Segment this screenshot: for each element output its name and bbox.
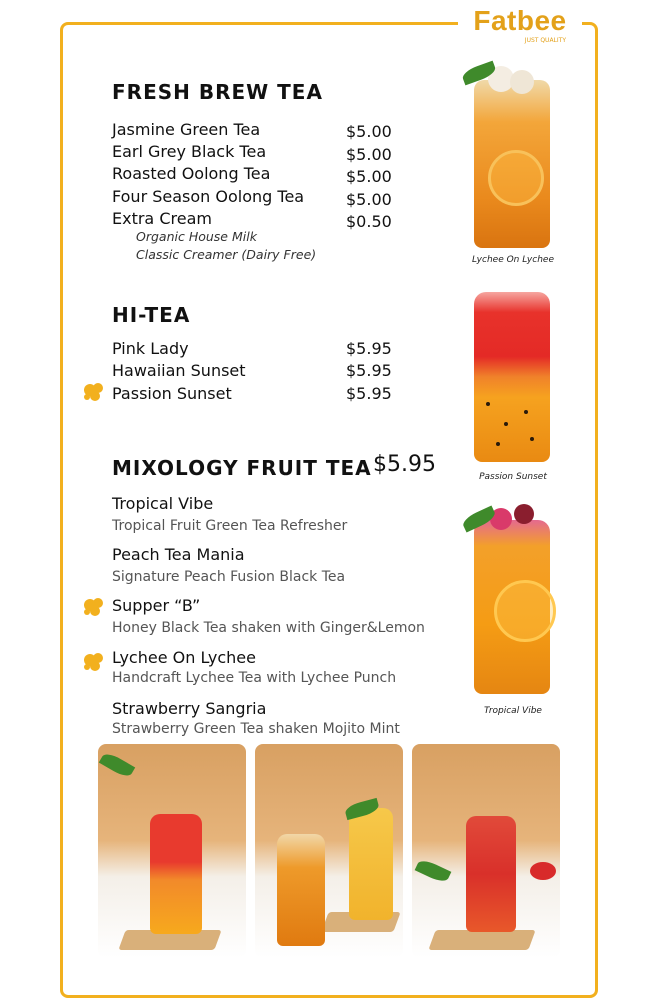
brand-logo bbox=[458, 6, 582, 50]
cream-option: Organic House Milk bbox=[136, 229, 257, 244]
menu-item-price: $5.95 bbox=[346, 339, 392, 358]
menu-item-name: Roasted Oolong Tea bbox=[112, 164, 271, 183]
menu-item-name: Tropical Vibe bbox=[112, 494, 214, 513]
menu-item-desc: Tropical Fruit Green Tea Refresher bbox=[112, 518, 348, 534]
strawberry-icon bbox=[530, 862, 556, 880]
menu-item-price: $5.95 bbox=[346, 384, 392, 403]
photo-passion-sunset bbox=[98, 744, 246, 958]
menu-item-price: $5.00 bbox=[346, 122, 392, 141]
menu-item-name: Four Season Oolong Tea bbox=[112, 187, 305, 206]
leaf-icon bbox=[415, 857, 452, 884]
cream-option: Classic Creamer (Dairy Free) bbox=[136, 247, 317, 262]
menu-item-price: $5.00 bbox=[346, 167, 392, 186]
drink-caption: Passion Sunset bbox=[479, 472, 547, 482]
passion-sunset-drink-image bbox=[474, 292, 550, 462]
menu-item-desc: Strawberry Green Tea shaken Mojito Mint bbox=[112, 721, 400, 737]
menu-item-desc: Signature Peach Fusion Black Tea bbox=[112, 569, 346, 585]
menu-item-name: Lychee On Lychee bbox=[112, 648, 256, 667]
bee-icon bbox=[82, 382, 106, 402]
menu-item-name: Peach Tea Mania bbox=[112, 545, 245, 564]
photo-lychee-tea bbox=[255, 744, 403, 958]
menu-item-name: Jasmine Green Tea bbox=[112, 120, 261, 139]
drink-glass bbox=[150, 814, 202, 934]
menu-item-name: Extra Cream bbox=[112, 209, 212, 228]
brand-name: Fatbee bbox=[473, 5, 567, 36]
menu-item-name: Supper “B” bbox=[112, 596, 201, 615]
menu-item-price: $5.00 bbox=[346, 145, 392, 164]
bee-icon bbox=[82, 652, 106, 672]
menu-item-price: $0.50 bbox=[346, 212, 392, 231]
menu-item-name: Earl Grey Black Tea bbox=[112, 142, 267, 161]
drink-glass bbox=[277, 834, 325, 946]
mixology-price: $5.95 bbox=[373, 452, 436, 477]
wood-board bbox=[428, 930, 535, 950]
tropical-vibe-drink-image bbox=[474, 520, 550, 694]
section-title-hi-tea: HI-TEA bbox=[112, 303, 191, 327]
drink-caption: Lychee On Lychee bbox=[471, 255, 554, 265]
leaf-icon bbox=[99, 750, 135, 779]
menu-item-price: $5.00 bbox=[346, 190, 392, 209]
drink-glass bbox=[466, 816, 516, 932]
drink-glass bbox=[349, 808, 393, 920]
menu-item-price: $5.95 bbox=[346, 361, 392, 380]
menu-item-name: Strawberry Sangria bbox=[112, 699, 267, 718]
menu-item-name: Passion Sunset bbox=[112, 384, 232, 403]
section-title-mixology: MIXOLOGY FRUIT TEA bbox=[112, 456, 372, 480]
photo-strawberry-sangria bbox=[412, 744, 560, 958]
brand-tagline: JUST QUALITY bbox=[524, 37, 566, 44]
menu-item-desc: Honey Black Tea shaken with Ginger&Lemon bbox=[112, 620, 425, 636]
lychee-drink-image bbox=[474, 80, 550, 248]
section-title-fresh-brew: FRESH BREW TEA bbox=[112, 80, 323, 104]
bee-icon bbox=[82, 597, 106, 617]
drink-caption: Tropical Vibe bbox=[484, 706, 542, 716]
menu-item-name: Hawaiian Sunset bbox=[112, 361, 246, 380]
menu-item-name: Pink Lady bbox=[112, 339, 189, 358]
menu-item-desc: Handcraft Lychee Tea with Lychee Punch bbox=[112, 670, 397, 686]
